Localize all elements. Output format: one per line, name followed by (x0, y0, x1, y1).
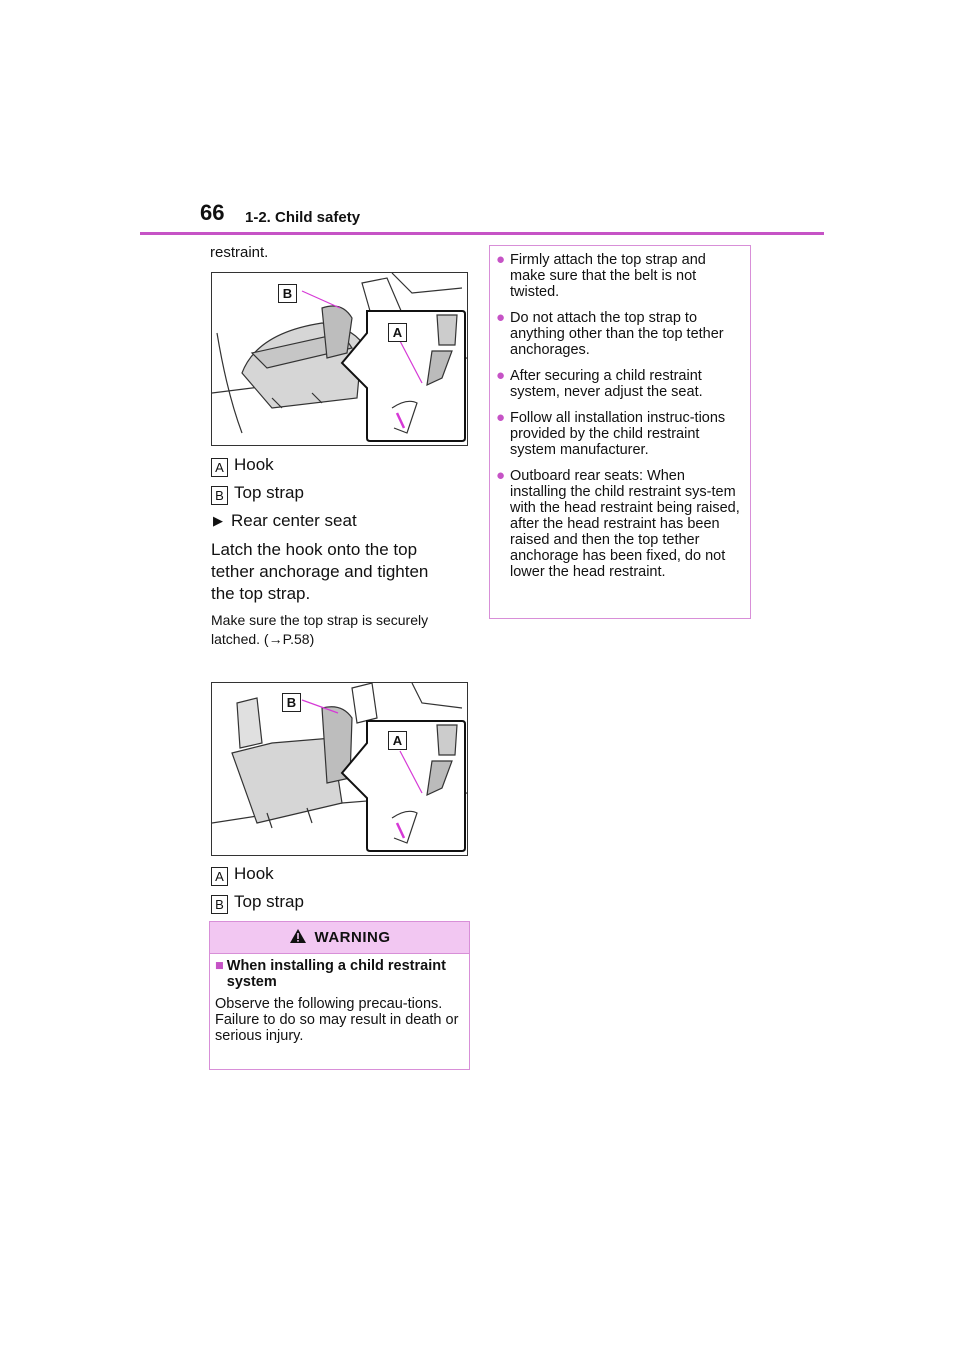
legend-item-top-strap (211, 483, 304, 505)
callout-a: A (392, 325, 403, 340)
callout-a: A (392, 733, 403, 748)
legend-key: B (211, 486, 228, 505)
legend-item-hook (211, 864, 274, 886)
callout-b: B (286, 695, 297, 710)
page-number: 66 (200, 200, 225, 225)
intro-fragment: restraint. (210, 244, 269, 261)
warning-icon (289, 928, 307, 944)
legend-label: Top strap (234, 483, 304, 502)
section-title: 1-2. Child safety (245, 209, 361, 226)
bullet-item: ● Do not attach the top strap to anything other than the top tether anchorages. (496, 309, 724, 358)
bullet-item: ● Follow all installation instruc-tions provided by the child restraint system manufacturer. (496, 409, 726, 458)
warning-body-1: Observe the following precau-tions. (215, 996, 443, 1012)
circle-bullet-icon: ● (496, 409, 506, 426)
circle-bullet-icon: ● (496, 309, 506, 326)
legend-key: A (211, 867, 228, 886)
warning-box (209, 921, 470, 1070)
warning-subheading: ■ When installing a child restraint system (215, 958, 446, 990)
warning-title: WARNING (314, 929, 391, 946)
triangle-bullet-icon: ▶ (213, 513, 223, 528)
instruction-text: Latch the hook onto the top tether anchorage and tighten the top strap. (211, 540, 429, 603)
warning-body-2: Failure to do so may result in death or serious injury. (215, 1012, 459, 1044)
legend-key: B (211, 895, 228, 914)
rear-center-heading: ▶ Rear center seat (213, 511, 357, 530)
bullet-item: ● Outboard rear seats: When installing the child restraint sys-tem with the head restraint being raised, after the head restraint has been raised and then the top tether anchorage has been fixed, do not lower the head restraint. (496, 467, 740, 580)
warning-header (210, 922, 469, 954)
bullet-item: ● Firmly attach the top strap and make sure that the belt is not twisted. (496, 251, 706, 300)
figure-1 (211, 272, 468, 446)
child-seat-illustration-1 (212, 273, 467, 445)
legend-label: Top strap (234, 892, 304, 911)
bullet-item: ● After securing a child restraint system, never adjust the seat. (496, 367, 703, 400)
header-rule (140, 232, 824, 235)
circle-bullet-icon: ● (496, 467, 506, 484)
square-bullet-icon: ■ (215, 958, 224, 974)
circle-bullet-icon: ● (496, 251, 506, 268)
figure-2 (211, 682, 468, 856)
note-text: Make sure the top strap is securely latched. (→P.58) (211, 612, 429, 647)
caution-bullets-box (489, 245, 751, 619)
legend-label: Hook (234, 864, 274, 883)
callout-b: B (282, 286, 293, 301)
legend-item-hook (211, 455, 274, 477)
child-seat-illustration-2 (212, 683, 467, 855)
legend-item-top-strap (211, 892, 304, 914)
legend-label: Hook (234, 455, 274, 474)
circle-bullet-icon: ● (496, 367, 506, 384)
legend-key: A (211, 458, 228, 477)
